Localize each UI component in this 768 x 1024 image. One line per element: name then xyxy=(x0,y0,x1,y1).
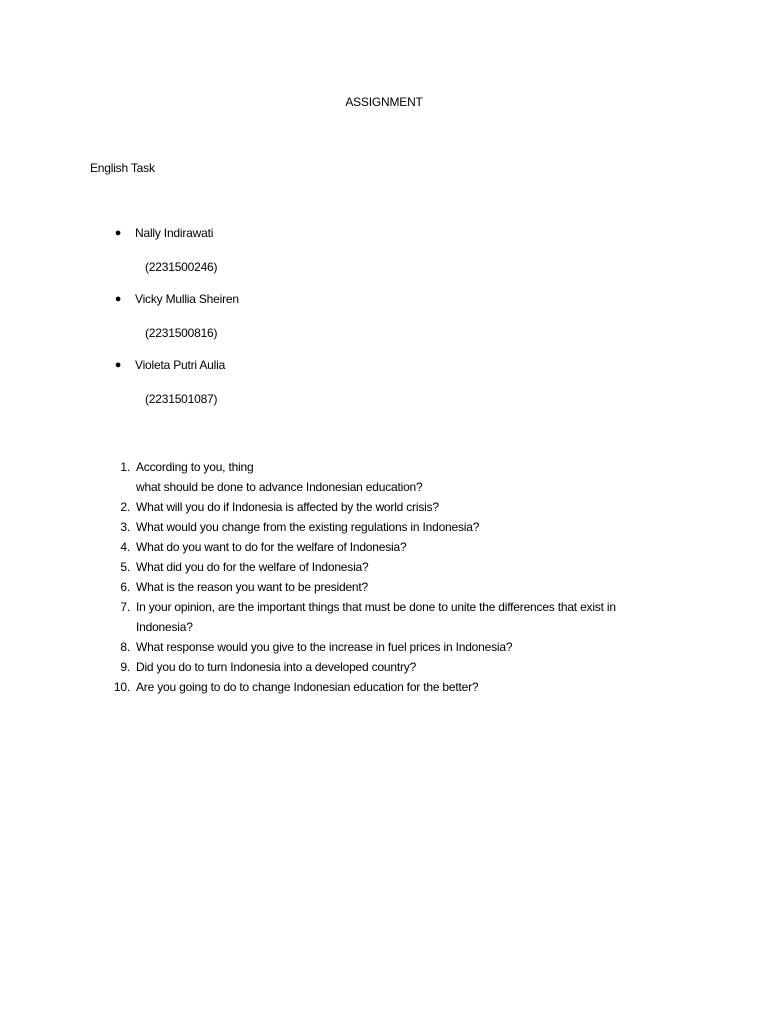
question-item xyxy=(0,517,768,537)
question-number: 3. xyxy=(120,520,130,534)
question-number: 2. xyxy=(120,500,130,514)
question-item xyxy=(0,577,768,597)
question-item xyxy=(0,497,768,517)
question-text xyxy=(136,497,696,517)
subtitle: English Task xyxy=(90,161,155,175)
question-text xyxy=(136,537,696,557)
question-list xyxy=(0,457,768,697)
bullet-icon: ● xyxy=(114,293,122,305)
member-id: (2231500246) xyxy=(145,260,218,274)
question-line: What did you do for the welfare of Indonesia? xyxy=(136,560,369,574)
question-text xyxy=(136,637,696,657)
question-text xyxy=(136,597,696,637)
question-number: 7. xyxy=(120,600,130,614)
question-text xyxy=(136,677,696,697)
question-line: Are you going to do to change Indonesian education for the better? xyxy=(136,680,479,694)
question-line: What is the reason you want to be president? xyxy=(136,580,369,594)
question-line: According to you, thing xyxy=(136,460,254,474)
bullet-icon: ● xyxy=(114,359,122,371)
member-id: (2231500816) xyxy=(145,326,218,340)
bullet-icon: ● xyxy=(114,227,122,239)
member-name: Nally Indirawati xyxy=(135,226,214,240)
question-number: 9. xyxy=(120,660,130,674)
question-item xyxy=(0,637,768,657)
question-number: 5. xyxy=(120,560,130,574)
member-name: Vicky Mullia Sheiren xyxy=(135,292,239,306)
question-item xyxy=(0,597,768,637)
question-item xyxy=(0,677,768,697)
member-name: Violeta Putri Aulia xyxy=(135,358,226,372)
question-item xyxy=(0,557,768,577)
question-number: 6. xyxy=(120,580,130,594)
question-text xyxy=(136,577,696,597)
question-line: In your opinion, are the important things that must be done to unite the differences that exist in xyxy=(136,600,616,614)
question-item xyxy=(0,457,768,497)
question-text xyxy=(136,657,696,677)
question-line: Did you do to turn Indonesia into a developed country? xyxy=(136,660,417,674)
question-number: 10. xyxy=(113,680,130,694)
question-text xyxy=(136,557,696,577)
question-text xyxy=(136,517,696,537)
question-line: What do you want to do for the welfare of Indonesia? xyxy=(136,540,407,554)
question-number: 4. xyxy=(120,540,130,554)
question-text xyxy=(136,457,696,497)
question-number: 8. xyxy=(120,640,130,654)
question-line: What response would you give to the increase in fuel prices in Indonesia? xyxy=(136,640,513,654)
question-item xyxy=(0,537,768,557)
question-line: what should be done to advance Indonesian education? xyxy=(136,480,423,494)
question-item xyxy=(0,657,768,677)
question-line: Indonesia? xyxy=(136,620,193,634)
question-line: What would you change from the existing regulations in Indonesia? xyxy=(136,520,480,534)
question-number: 1. xyxy=(120,460,130,474)
page-title: ASSIGNMENT xyxy=(345,95,423,109)
question-line: What will you do if Indonesia is affected by the world crisis? xyxy=(136,500,439,514)
member-id: (2231501087) xyxy=(145,392,218,406)
